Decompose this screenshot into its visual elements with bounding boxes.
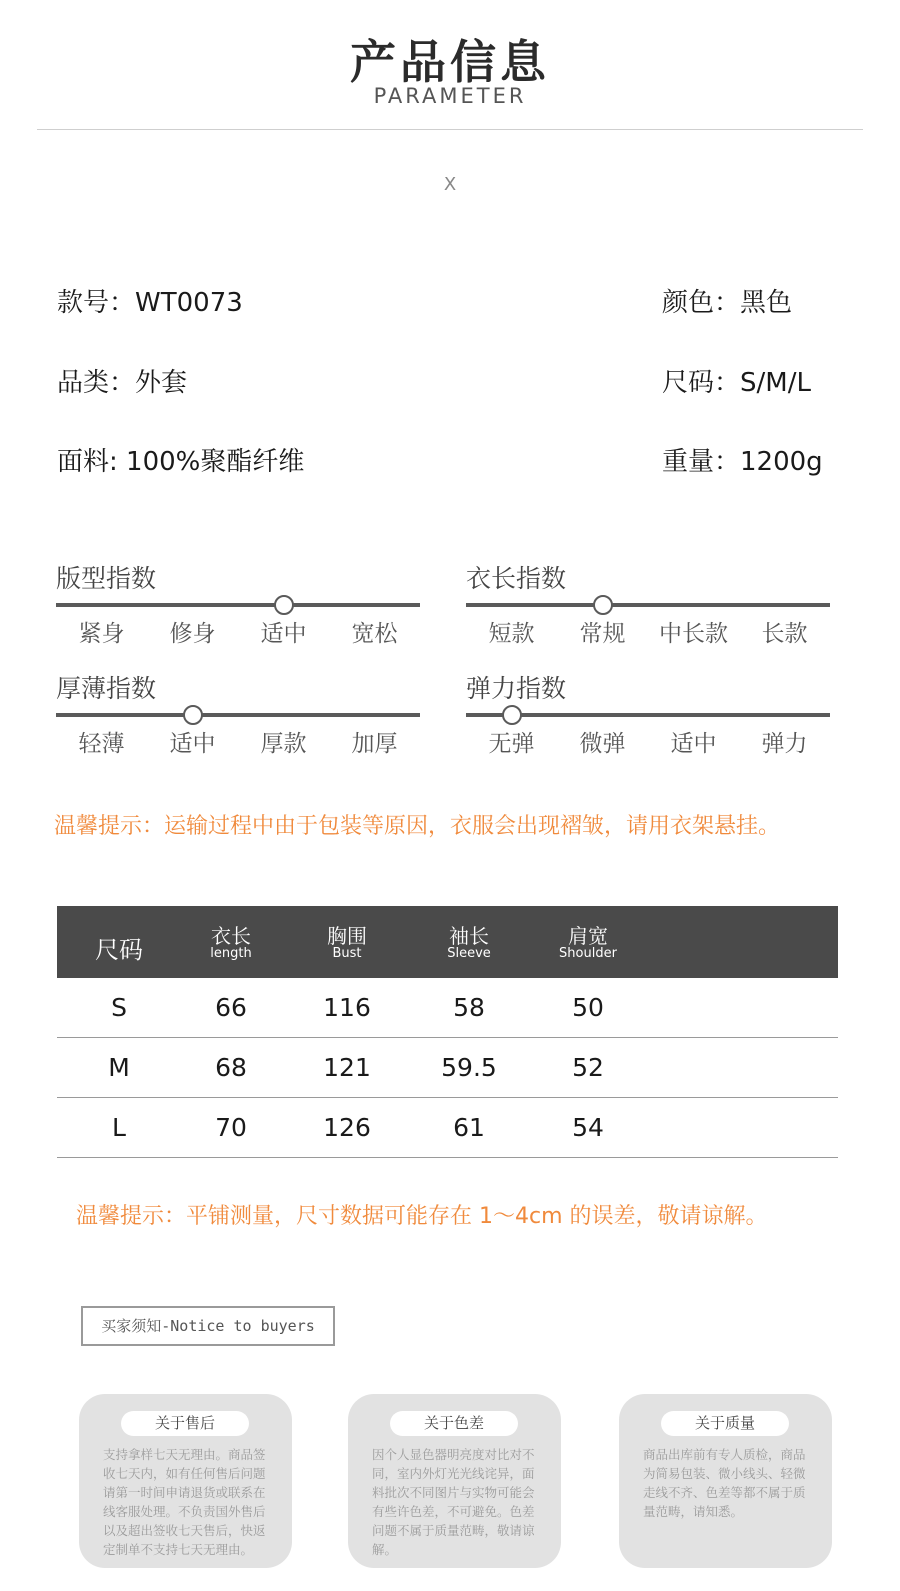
- weight-info: [662, 441, 823, 478]
- scale-knob: [593, 595, 613, 615]
- table-cell: 59.5: [441, 1053, 497, 1082]
- category-label: 品类：: [57, 368, 136, 398]
- table-cell: 58: [453, 993, 485, 1022]
- header-length-cn: 衣长: [211, 924, 251, 948]
- header-bust: [297, 906, 397, 978]
- table-cell: 121: [323, 1053, 371, 1082]
- table-cell: 126: [323, 1113, 371, 1142]
- header-size-cn: 尺码: [95, 936, 143, 964]
- scale-thickness: [56, 669, 420, 758]
- category-value: 外套: [135, 368, 188, 398]
- card-title: 关于质量: [661, 1411, 789, 1436]
- card-text: 因个人显色器明亮度对比对不同，室内外灯光光线诧异，面料批次不同图片与实物可能会有些许色差，不可避免。色差问题不属于质量范畴，敬请谅解。: [372, 1447, 535, 1557]
- scale-knob: [274, 595, 294, 615]
- x-mark: X: [443, 174, 457, 195]
- scale-option: 弹力: [761, 731, 808, 757]
- scale-option: 厚款: [260, 731, 307, 757]
- card-text: 支持拿样七天无理由。商品签收七天内，如有任何售后问题请第一时间申请退货或联系在线客服处理。不负责国外售后以及超出签收七天售后，快返定制单不支持七天无理由。: [103, 1447, 266, 1557]
- notice-title: 买家须知-Notice to buyers: [81, 1306, 335, 1346]
- weight-value: 1200g: [740, 447, 823, 477]
- header-bust-en: Bust: [332, 946, 362, 961]
- table-cell: 52: [572, 1053, 604, 1082]
- scale-option: 适中: [169, 731, 216, 757]
- table-cell: 50: [572, 993, 604, 1022]
- card-text: 商品出库前有专人质检，商品为简易包装、微小线头、轻微走线不齐、色差等都不属于质量范畴，请知悉。: [643, 1447, 806, 1519]
- card-title: 关于售后: [121, 1411, 249, 1436]
- page-subtitle: PARAMETER: [373, 84, 527, 108]
- size-table: [57, 906, 838, 1158]
- scale-option: 适中: [670, 731, 717, 757]
- table-cell: 54: [572, 1113, 604, 1142]
- scale-option: 加厚: [351, 731, 398, 757]
- scale-option: 无弹: [488, 731, 535, 757]
- color-label: 颜色：: [662, 288, 741, 318]
- header-bust-cn: 胸围: [327, 924, 367, 948]
- header-sleeve-en: Sleeve: [447, 946, 491, 961]
- scale-track: [56, 713, 420, 717]
- page-title: 产品信息: [350, 35, 550, 89]
- size-table-header: [57, 906, 838, 978]
- header-shoulder: [538, 906, 638, 978]
- quality-card: [619, 1394, 832, 1568]
- scale-option: 微弹: [579, 731, 626, 757]
- scale-knob: [502, 705, 522, 725]
- scale-option: 中长款: [659, 621, 728, 647]
- table-cell: S: [111, 993, 127, 1022]
- scale-knob: [183, 705, 203, 725]
- header-length-en: length: [210, 946, 252, 961]
- after-sales-card: [79, 1394, 292, 1568]
- scale-title: 弹力指数: [466, 674, 567, 703]
- size-label: 尺码：: [662, 368, 741, 398]
- header-divider: [37, 129, 863, 130]
- fabric-value: 100%聚酯纤维: [126, 447, 305, 477]
- table-cell: L: [112, 1113, 126, 1142]
- scale-fit: [56, 559, 420, 648]
- header-sleeve: [419, 906, 519, 978]
- header-shoulder-en: Shoulder: [559, 946, 617, 961]
- scale-track: [466, 713, 830, 717]
- table-cell: M: [108, 1053, 130, 1082]
- header-size: [57, 906, 181, 978]
- scale-elasticity: [466, 669, 830, 758]
- scale-track: [56, 603, 420, 607]
- fabric-info: [57, 441, 304, 478]
- scale-title: 厚薄指数: [56, 674, 157, 703]
- scale-option: 长款: [761, 621, 808, 647]
- scale-option: 短款: [488, 621, 535, 647]
- fabric-label: 面料:: [57, 447, 127, 477]
- scale-option: 常规: [579, 621, 626, 647]
- scale-option: 紧身: [78, 621, 125, 647]
- style-no: [57, 282, 243, 319]
- scale-title: 衣长指数: [466, 564, 567, 593]
- header-shoulder-cn: 肩宽: [568, 924, 608, 948]
- table-cell: 61: [453, 1113, 485, 1142]
- scale-option: 适中: [260, 621, 307, 647]
- weight-label: 重量：: [662, 447, 741, 477]
- shipping-tip: 温馨提示：运输过程中由于包装等原因，衣服会出现褶皱，请用衣架悬挂。: [54, 814, 781, 839]
- table-row: [57, 978, 838, 1038]
- category-info: [57, 362, 187, 399]
- table-row: [57, 1038, 838, 1098]
- color-diff-card: [348, 1394, 561, 1568]
- scale-option: 宽松: [351, 621, 398, 647]
- color-value: 黑色: [740, 288, 793, 318]
- scale-title: 版型指数: [56, 564, 157, 593]
- table-row: [57, 1098, 838, 1158]
- scale-length: [466, 559, 830, 648]
- table-cell: 68: [215, 1053, 247, 1082]
- style-no-value: WT0073: [135, 288, 243, 318]
- table-cell: 66: [215, 993, 247, 1022]
- card-title: 关于色差: [390, 1411, 518, 1436]
- table-cell: 70: [215, 1113, 247, 1142]
- measurement-tip: 温馨提示：平铺测量，尺寸数据可能存在 1～4cm 的误差，敬请谅解。: [76, 1204, 768, 1229]
- header-sleeve-cn: 袖长: [449, 924, 489, 948]
- style-no-label: 款号：: [57, 288, 136, 318]
- scale-option: 修身: [169, 621, 216, 647]
- header-length: [181, 906, 281, 978]
- scale-option: 轻薄: [78, 731, 125, 757]
- size-value: S/M/L: [740, 368, 811, 398]
- color-info: [662, 282, 792, 319]
- table-cell: 116: [323, 993, 371, 1022]
- size-info: [662, 362, 811, 399]
- scale-track: [466, 603, 830, 607]
